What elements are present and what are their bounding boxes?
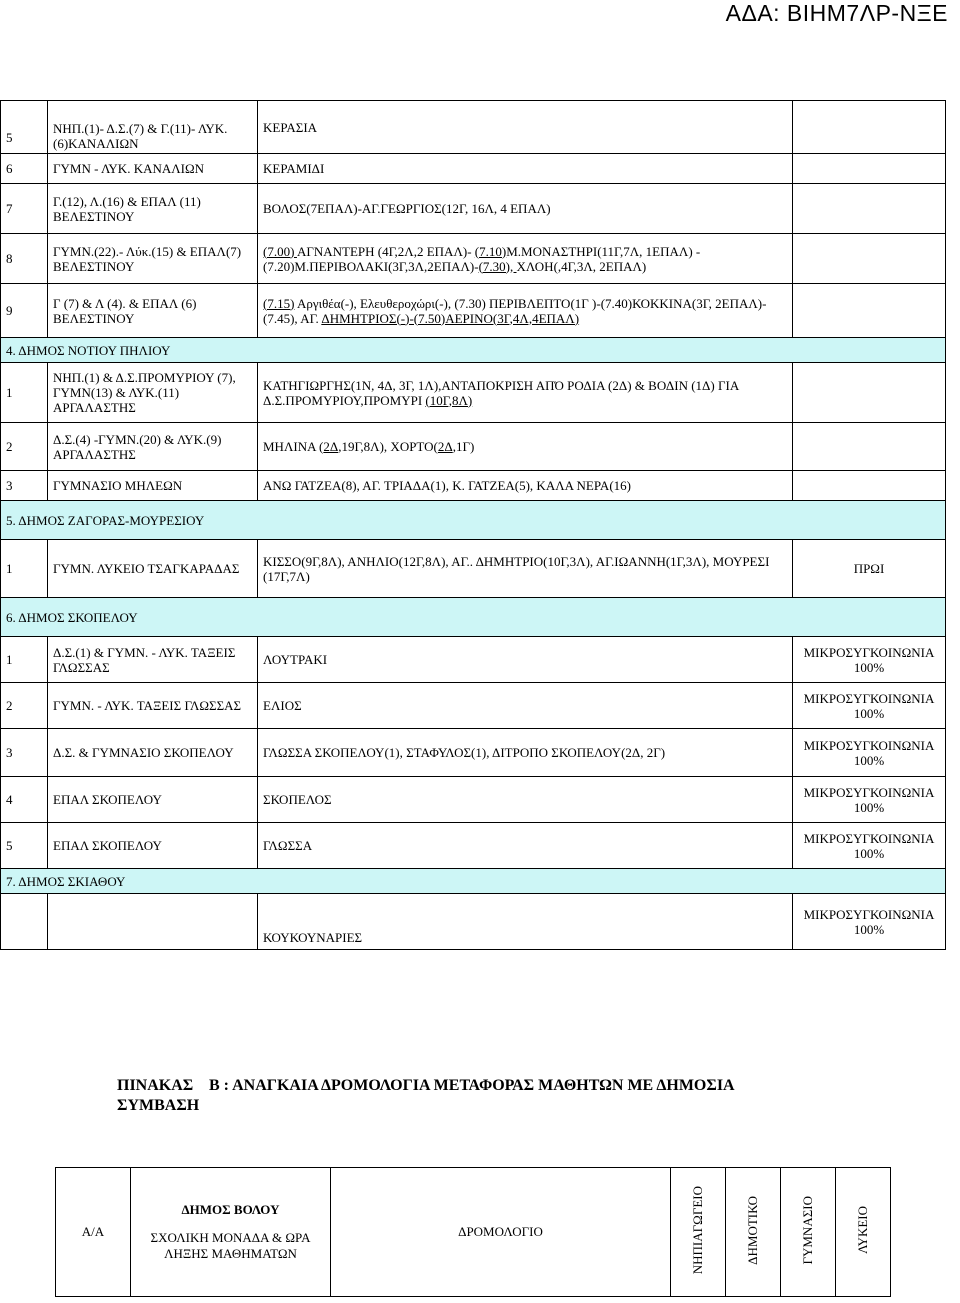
route-text: ,19Γ,8Λ), ΧΟΡΤΟ(: [338, 439, 438, 454]
row-number: 5: [1, 101, 48, 154]
route-cell: [258, 284, 793, 338]
extra-cell: ΜΙΚΡΟΣΥΓΚΟΙΝΩΝΙΑ 100%: [793, 823, 946, 869]
route-cell: ΛΟΥΤΡΑΚΙ: [258, 637, 793, 683]
extra-cell: [793, 363, 946, 423]
table-row: [1, 823, 946, 869]
col-header-text: ΛΥΚΕΙΟ: [855, 1206, 870, 1254]
school-cell: Δ.Σ. & ΓΥΜΝΑΣΙΟ ΣΚΟΠΕΛΟΥ: [48, 729, 258, 777]
extra-cell: ΜΙΚΡΟΣΥΓΚΟΙΝΩΝΙΑ 100%: [793, 894, 946, 950]
row-number: 5: [1, 823, 48, 869]
route-cell: ΚΙΣΣΟ(9Γ,8Λ), ΑΝΗΛΙΟ(12Γ,8Λ), ΑΓ.. ΔΗΜΗΤΡΙΟ(10Γ,3Λ), ΑΓ.ΙΩΑΝΝΗ(1Γ,3Λ), ΜΟΥΡΕΣΙ (17Γ,7Λ): [258, 540, 793, 598]
extra-cell: ΜΙΚΡΟΣΥΓΚΟΙΝΩΝΙΑ 100%: [793, 683, 946, 729]
extra-cell: ΠΡΩΙ: [793, 540, 946, 598]
row-number: 1: [1, 637, 48, 683]
route-cell: ΑΝΩ ΓΑΤΖΕΑ(8), ΑΓ. ΤΡΙΑΔΑ(1), Κ. ΓΑΤΖΕΑ(5), ΚΑΛΑ ΝΕΡΑ(16): [258, 471, 793, 501]
row-number: 1: [1, 540, 48, 598]
route-text: (7.30),: [478, 258, 517, 274]
route-text: (10Γ,8Λ): [425, 392, 473, 408]
col-header-gym: [781, 1168, 836, 1297]
route-cell: [258, 363, 793, 423]
table-row: [1, 637, 946, 683]
route-text: ΚΑΤΗΓΙΩΡΓΗΣ(1Ν, 4Δ, 3Γ, 1Λ),ΑΝΤΑΠΟΚΡΙΣΗ ΑΠΌ ΡΟΔΙΑ (2Δ) & ΒΟΔΙΝ (1Δ) ΓΙΑ Δ.Σ.ΠΡΟΜΥΡΙΟΥ,ΠΡΟΜΥΡΙ: [263, 377, 739, 408]
extra-cell: [793, 423, 946, 471]
extra-cell: [793, 154, 946, 184]
col-header-text: ΓΥΜΝΑΣΙΟ: [800, 1195, 815, 1265]
table-row: [1, 777, 946, 823]
school-cell: ΓΥΜΝ.(22).- Λύκ.(15) & ΕΠΑΛ(7) ΒΕΛΕΣΤΙΝΟΥ: [48, 234, 258, 284]
table-b-title-label: ΠΙΝΑΚΑΣ: [117, 1077, 194, 1094]
route-cell: ΕΛΙΟΣ: [258, 683, 793, 729]
extra-cell: ΜΙΚΡΟΣΥΓΚΟΙΝΩΝΙΑ 100%: [793, 729, 946, 777]
route-text: 2Δ: [437, 439, 453, 454]
school-cell: Δ.Σ.(4) -ΓΥΜΝ.(20) & ΛΥΚ.(9) ΑΡΓΑΛΑΣΤΗΣ: [48, 423, 258, 471]
extra-cell: ΜΙΚΡΟΣΥΓΚΟΙΝΩΝΙΑ 100%: [793, 637, 946, 683]
school-cell: ΓΥΜΝ. ΛΥΚΕΙΟ ΤΣΑΓΚΑΡΑΔΑΣ: [48, 540, 258, 598]
table-row: [1, 423, 946, 471]
route-text: 2Δ: [323, 439, 339, 454]
route-text: ΜΗΛΙΝΑ (: [263, 439, 324, 454]
table-b-title-text: Β : ΑΝΑΓΚΑΙΑ ΔΡΟΜΟΛΟΓΙΑ ΜΕΤΑΦΟΡΑΣ ΜΑΘΗΤΩΝ ΜΕ ΔΗΜΟΣΙΑ: [209, 1077, 735, 1094]
route-cell: [258, 234, 793, 284]
route-cell: ΚΕΡΑΜΙΔΙ: [258, 154, 793, 184]
row-number: 2: [1, 423, 48, 471]
col-header-route: ΔΡΟΜΟΛΟΓΙΟ: [331, 1168, 671, 1297]
col-header-school-line: ΣΧΟΛΙΚΗ ΜΟΝΑΔΑ & ΩΡΑ ΛΗΞΗΣ ΜΑΘΗΜΑΤΩΝ: [150, 1230, 311, 1261]
table-b-title-text: ΣΥΜΒΑΣΗ: [117, 1097, 200, 1114]
table-row: [1, 284, 946, 338]
route-text: ΧΛΟΗ(,4Γ,3Λ, 2ΕΠΑΛ): [516, 258, 647, 274]
route-cell: ΓΛΩΣΣΑ ΣΚΟΠΕΛΟΥ(1), ΣΤΑΦΥΛΟΣ(1), ΔΙΤΡΟΠΟ ΣΚΟΠΕΛΟΥ(2Δ, 2Γ): [258, 729, 793, 777]
col-header-text: ΝΗΠΙΑΓΩΓΕΙΟ: [690, 1185, 705, 1275]
section-header-row: [1, 501, 946, 540]
section-header-row: [1, 598, 946, 637]
school-cell: Γ (7) & Λ (4). & ΕΠΑΛ (6) ΒΕΛΕΣΤΙΝΟΥ: [48, 284, 258, 338]
table-row: [1, 154, 946, 184]
route-text: ΔΗΜΗΤΡΙΟΣ(-)-(7.50)ΑΕΡΙΝΟ(3Γ,4Λ,4ΕΠΑΛ): [321, 310, 580, 326]
school-cell: Δ.Σ.(1) & ΓΥΜΝ. - ΛΥΚ. ΤΑΞΕΙΣ ΓΛΩΣΣΑΣ: [48, 637, 258, 683]
route-text: Αργιθέα(-), Ελευθεροχώρι(-), (7.30) ΠΕΡΙΒΛΕΠΤΟ(1Γ )-(7.40)ΚΟΚΚΙΝΑ(3Γ, 2ΕΠΑΛ)-(7.45), ΑΓ.: [263, 295, 767, 326]
row-number: 3: [1, 471, 48, 501]
row-number: 4: [1, 777, 48, 823]
table-row: [1, 729, 946, 777]
col-header-text: ΔΗΜΟΤΙΚΟ: [745, 1195, 760, 1265]
col-header-school: [131, 1168, 331, 1297]
section-title: 5. ΔΗΜΟΣ ΖΑΓΟΡΑΣ-ΜΟΥΡΕΣΙΟΥ: [1, 501, 946, 540]
school-cell: ΝΗΠ.(1)- Δ.Σ.(7) & Γ.(11)- ΛΥΚ.(6)ΚΑΝΑΛΙΩΝ: [48, 101, 258, 154]
routes-table: [0, 100, 946, 950]
table-row: [1, 101, 946, 154]
table-row: [1, 184, 946, 234]
route-cell: [258, 423, 793, 471]
route-text: ΑΓΝΑΝΤΕΡΗ (4Γ,2Λ,2 ΕΠΑΛ)-: [296, 243, 475, 259]
school-cell: [48, 894, 258, 950]
route-cell: ΣΚΟΠΕΛΟΣ: [258, 777, 793, 823]
table-row: [1, 363, 946, 423]
col-header-dim: [726, 1168, 781, 1297]
route-text: (7.00): [263, 243, 297, 259]
section-title: 7. ΔΗΜΟΣ ΣΚΙΑΘΟΥ: [1, 869, 946, 894]
school-cell: ΓΥΜΝΑΣΙΟ ΜΗΛΕΩΝ: [48, 471, 258, 501]
section-title: 6. ΔΗΜΟΣ ΣΚΟΠΕΛΟΥ: [1, 598, 946, 637]
school-cell: Γ.(12), Λ.(16) & ΕΠΑΛ (11) ΒΕΛΕΣΤΙΝΟΥ: [48, 184, 258, 234]
ada-code: ΑΔΑ: ΒΙΗΜ7ΛΡ-ΝΞΕ: [725, 0, 948, 26]
school-cell: ΝΗΠ.(1) & Δ.Σ.ΠΡΟΜΥΡΙΟΥ (7), ΓΥΜΝ(13) & ΛΥΚ.(11) ΑΡΓΑΛΑΣΤΗΣ: [48, 363, 258, 423]
extra-cell: [793, 184, 946, 234]
col-header-nip: [671, 1168, 726, 1297]
extra-cell: [793, 471, 946, 501]
row-number: 3: [1, 729, 48, 777]
route-text: (7.10): [474, 243, 507, 259]
table-header-row: [56, 1168, 891, 1297]
school-cell: ΓΥΜΝ. - ΛΥΚ. ΤΑΞΕΙΣ ΓΛΩΣΣΑΣ: [48, 683, 258, 729]
row-number: 8: [1, 234, 48, 284]
row-number: 9: [1, 284, 48, 338]
route-cell: ΒΟΛΟΣ(7ΕΠΑΛ)-ΑΓ.ΓΕΩΡΓΙΟΣ(12Γ, 16Λ, 4 ΕΠΑΛ): [258, 184, 793, 234]
school-cell: ΕΠΑΛ ΣΚΟΠΕΛΟΥ: [48, 823, 258, 869]
route-text: Μ.ΜΟΝΑΣΤΗΡΙ(11Γ,7Λ, 1ΕΠΑΛ) - (7.20)Μ.ΠΕΡΙΒΟΛΑΚΙ(3Γ,3Λ,2ΕΠΑΛ)-: [263, 243, 701, 274]
school-cell: ΓΥΜΝ - ΛΥΚ. ΚΑΝΑΛΙΩΝ: [48, 154, 258, 184]
section-header-row: [1, 869, 946, 894]
extra-cell: [793, 234, 946, 284]
table-b-header: [55, 1167, 891, 1297]
route-text: (7.15): [263, 295, 295, 311]
table-row: [1, 894, 946, 950]
col-header-school-line: ΔΗΜΟΣ ΒΟΛΟΥ: [181, 1202, 280, 1217]
extra-cell: ΜΙΚΡΟΣΥΓΚΟΙΝΩΝΙΑ 100%: [793, 777, 946, 823]
row-number: 7: [1, 184, 48, 234]
table-row: [1, 540, 946, 598]
extra-cell: [793, 101, 946, 154]
route-text: ,1Γ): [452, 439, 475, 454]
row-number: [1, 894, 48, 950]
table-b-title: [117, 1076, 837, 1116]
table-row: [1, 471, 946, 501]
route-cell: ΓΛΩΣΣΑ: [258, 823, 793, 869]
section-title: 4. ΔΗΜΟΣ ΝΟΤΙΟΥ ΠΗΛΙΟΥ: [1, 338, 946, 363]
school-cell: ΕΠΑΛ ΣΚΟΠΕΛΟΥ: [48, 777, 258, 823]
route-cell: ΚΕΡΑΣΙΑ: [258, 101, 793, 154]
route-cell: ΚΟΥΚΟΥΝΑΡΙΕΣ: [258, 894, 793, 950]
col-header-lyk: [836, 1168, 891, 1297]
table-row: [1, 234, 946, 284]
col-header-aa: Α/Α: [56, 1168, 131, 1297]
section-header-row: [1, 338, 946, 363]
extra-cell: [793, 284, 946, 338]
row-number: 6: [1, 154, 48, 184]
row-number: 1: [1, 363, 48, 423]
row-number: 2: [1, 683, 48, 729]
table-row: [1, 683, 946, 729]
